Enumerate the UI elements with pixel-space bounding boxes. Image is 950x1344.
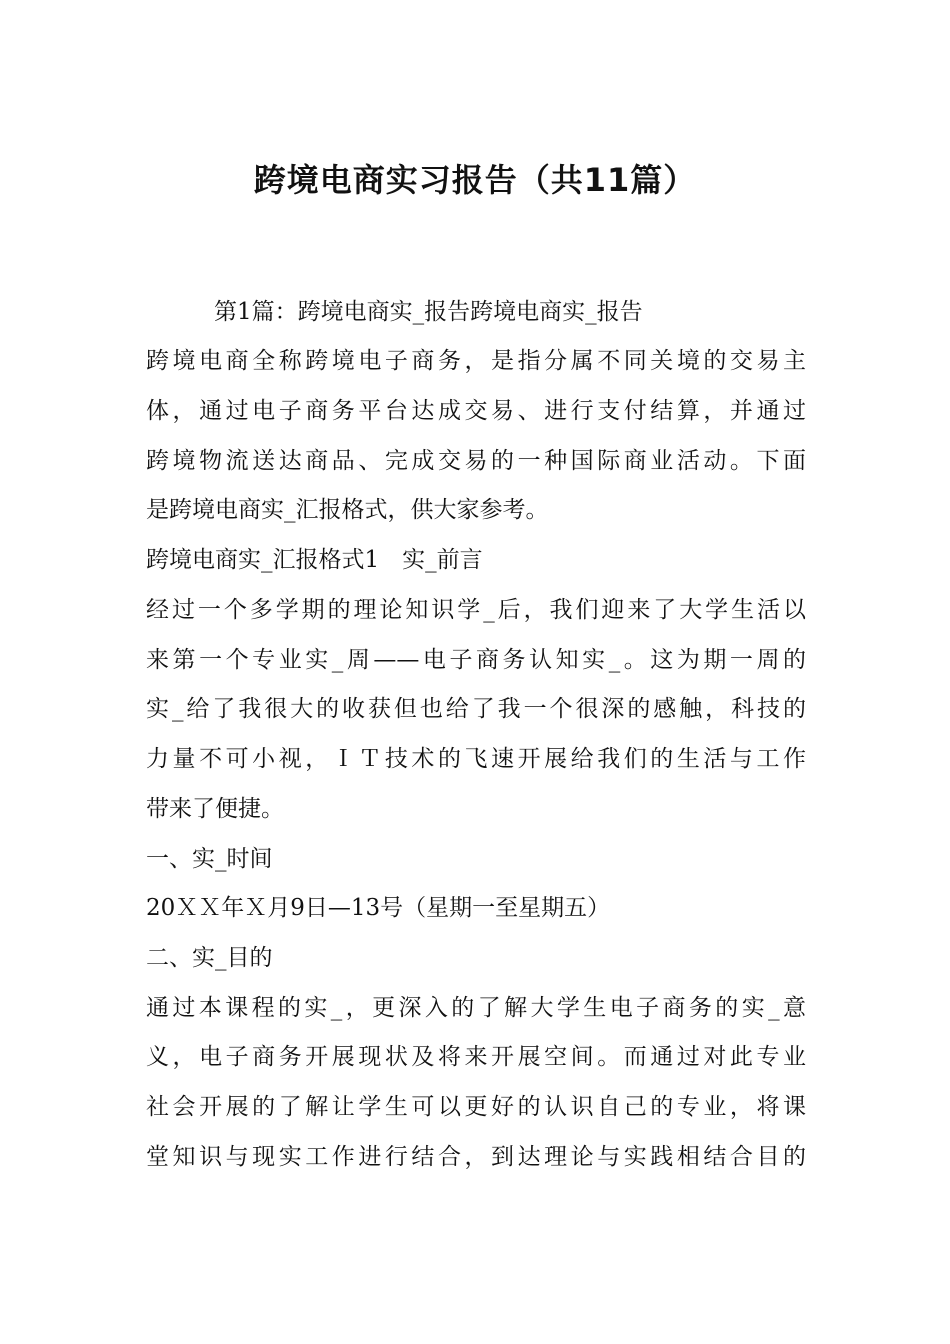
document-title: 跨境电商实习报告（共11篇） (253, 161, 697, 199)
subheading-line: 跨境电商实_汇报格式1 实_前言 (146, 547, 483, 573)
paragraph-line: 力量不可小视，ＩＴ技术的飞速开展给我们的生活与工作 (146, 746, 806, 772)
paragraph-line: 社会开展的了解让学生可以更好的认识自己的专业，将课 (146, 1094, 806, 1120)
paragraph-line: 来第一个专业实_周——电子商务认知实_。这为期一周的 (146, 647, 806, 673)
paragraph-line: 跨境电商全称跨境电子商务，是指分属不同关境的交易主 (146, 348, 806, 374)
section-heading-1: 第1篇：跨境电商实_报告跨境电商实_报告 (214, 299, 643, 325)
paragraph-line: 跨境物流送达商品、完成交易的一种国际商业活动。下面 (146, 448, 806, 474)
section-heading: 二、实_目的 (146, 945, 273, 971)
section-heading: 一、实_时间 (146, 846, 273, 872)
paragraph-line: 是跨境电商实_汇报格式，供大家参考。 (146, 497, 549, 523)
paragraph-line: 通过本课程的实_，更深入的了解大学生电子商务的实_意 (146, 995, 806, 1021)
paragraph-line: 实_给了我很大的收获但也给了我一个很深的感触，科技的 (146, 696, 806, 722)
paragraph-line: 带来了便捷。 (146, 796, 284, 822)
paragraph-line: 体，通过电子商务平台达成交易、进行支付结算，并通过 (146, 398, 806, 424)
date-line: 20ＸＸ年Ｘ月9日—13号（星期一至星期五） (146, 895, 611, 921)
paragraph-line: 义，电子商务开展现状及将来开展空间。而通过对此专业 (146, 1044, 806, 1070)
paragraph-line: 经过一个多学期的理论知识学_后，我们迎来了大学生活以 (146, 597, 806, 623)
paragraph-line: 堂知识与现实工作进行结合，到达理论与实践相结合目的 (146, 1144, 806, 1170)
